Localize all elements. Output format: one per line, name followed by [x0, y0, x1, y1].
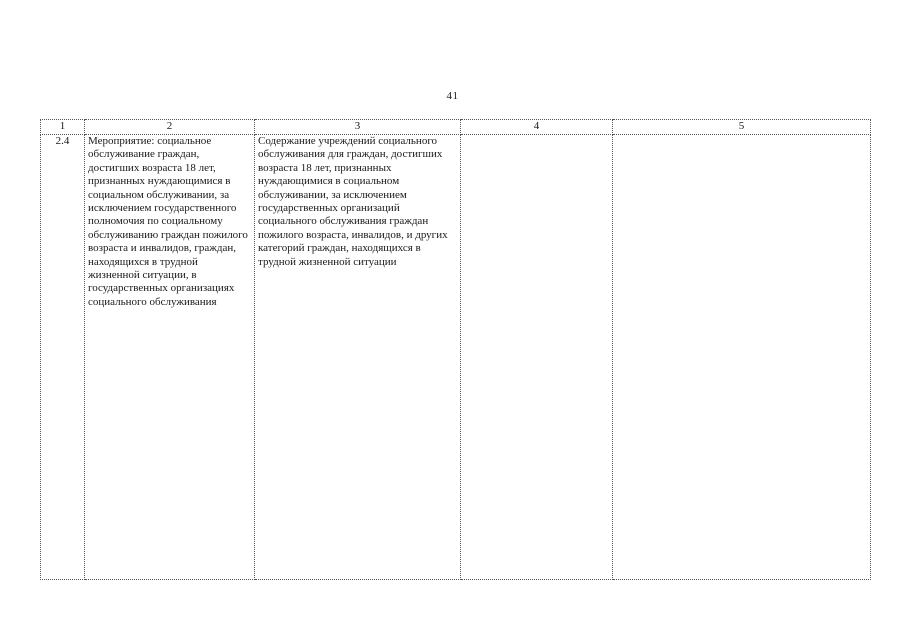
row-number-cell: 2.4 [41, 135, 85, 580]
page-number: 41 [446, 90, 459, 102]
measure-description-cell: Мероприятие: социальное обслуживание граждан, достигших возраста 18 лет, признанных нуждающимися в социальном обслуживании, за исключением государственного полномочия по социальному обслуживанию граждан пожилого возраста и инвалидов, граждан, находящихся в трудной жизненной ситуации, в государственных организациях социального обслуживания [85, 135, 255, 580]
column-4-cell [461, 135, 613, 580]
content-description-cell: Содержание учреждений социального обслуживания для граждан, достигших возраста 18 лет, признанных нуждающимися в социальном обслуживании, за исключением государственных организаций социального обслуживания граждан пожилого возраста, инвалидов, и других категорий граждан, находящихся в трудной жизненной ситуации [255, 135, 461, 580]
table-row [41, 135, 871, 580]
column-header-5: 5 [613, 120, 871, 135]
column-header-1: 1 [41, 120, 85, 135]
table-header-row [41, 120, 871, 135]
document-table [40, 119, 871, 580]
column-header-3: 3 [255, 120, 461, 135]
column-5-cell [613, 135, 871, 580]
column-header-4: 4 [461, 120, 613, 135]
column-header-2: 2 [85, 120, 255, 135]
